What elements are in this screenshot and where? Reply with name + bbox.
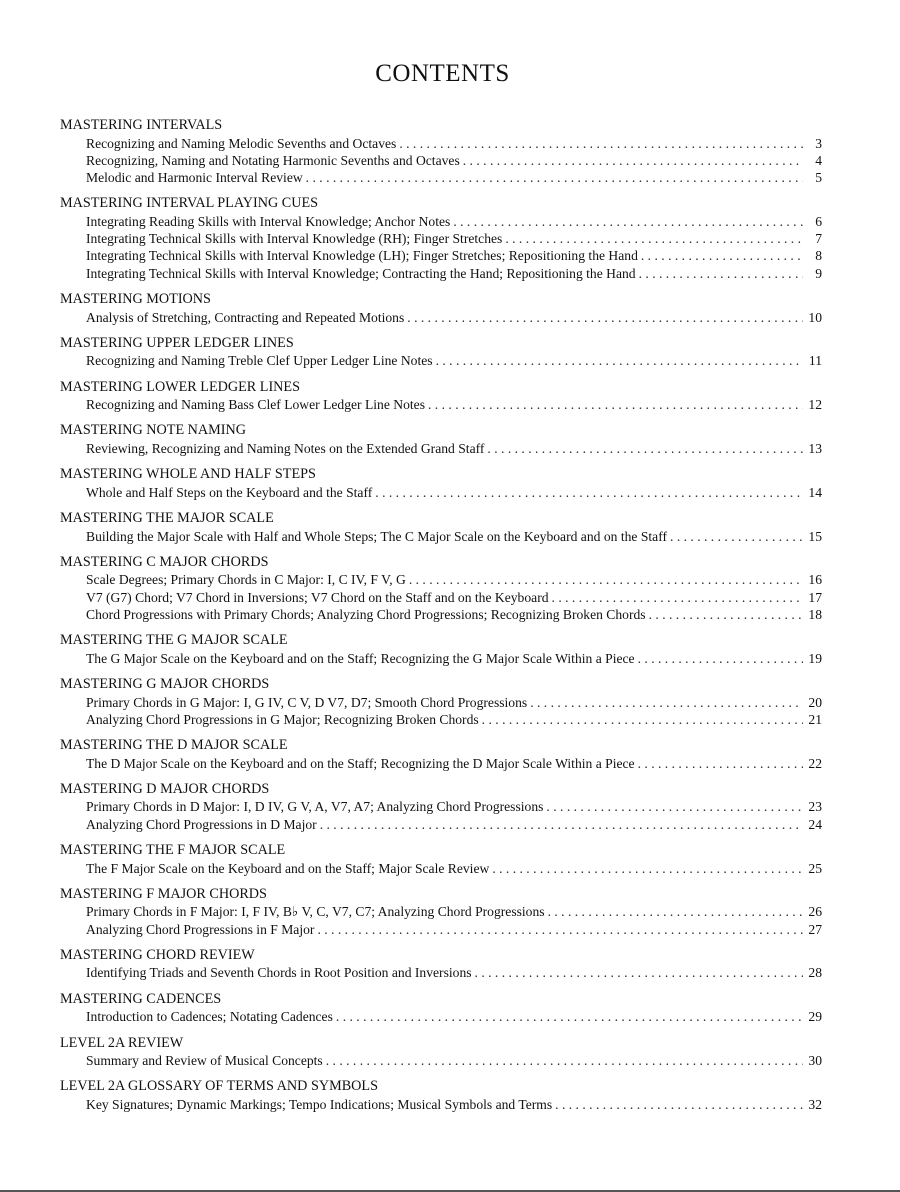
dot-leader [428,396,803,413]
entry-title: Summary and Review of Musical Concepts [86,1053,323,1069]
dot-leader [336,1008,803,1025]
entry-title: Primary Chords in D Major: I, D IV, G V, A, V7, A7; Analyzing Chord Progressions [86,799,544,815]
entry-title: Recognizing and Naming Melodic Sevenths and Octaves [86,135,397,151]
page-number: 16 [808,572,822,588]
entry-title: The D Major Scale on the Keyboard and on the Staff; Recognizing the D Major Scale Within a Piece [86,755,635,771]
dot-leader [505,230,803,247]
toc-section [60,554,822,623]
toc-section [60,1078,822,1113]
page-number: 19 [808,650,822,666]
toc-entry [60,694,822,711]
toc-entry [60,571,822,588]
page-number: 8 [815,248,822,264]
entry-title: Chord Progressions with Primary Chords; Analyzing Chord Progressions; Recognizing Broken Chords [86,606,646,622]
page-number: 12 [808,397,822,413]
toc-section [60,510,822,545]
page-number: 26 [808,904,822,920]
entry-title: Analyzing Chord Progressions in G Major; Recognizing Broken Chords [86,711,479,727]
toc-entry [60,247,822,264]
dot-leader [306,169,803,186]
toc-section [60,466,822,501]
entry-title: Introduction to Cadences; Notating Cadences [86,1009,333,1025]
page-number: 18 [808,606,822,622]
dot-leader [548,903,803,920]
section-heading: MASTERING THE F MAJOR SCALE [60,842,286,859]
page-number: 10 [808,309,822,325]
page-number: 32 [808,1096,822,1112]
entry-title: Analysis of Stretching, Contracting and Repeated Motions [86,309,405,325]
page-number: 9 [815,265,822,281]
toc-entry [60,650,822,667]
dot-leader [492,860,803,877]
toc-section [60,947,822,982]
toc-section [60,195,822,282]
toc-entry [60,528,822,545]
entry-title: Analyzing Chord Progressions in D Major [86,816,317,832]
dot-leader [436,352,803,369]
toc-entry [60,711,822,728]
toc-entry [60,860,822,877]
dot-leader [546,798,803,815]
dot-leader [399,135,803,152]
page-number: 25 [808,860,822,876]
toc-entry [60,903,822,920]
dot-leader [320,816,803,833]
page-number: 21 [808,711,822,727]
toc-section [60,737,822,772]
section-heading: MASTERING MOTIONS [60,291,211,308]
entry-title: Integrating Technical Skills with Interval Knowledge (LH); Finger Stretches; Repositioning the Hand [86,248,638,264]
dot-leader [638,755,803,772]
page-title: CONTENTS [375,60,510,87]
toc-section [60,781,822,833]
page-number: 22 [808,755,822,771]
page-number: 17 [808,589,822,605]
toc-entry [60,798,822,815]
dot-leader [530,694,803,711]
dot-leader [409,571,803,588]
entry-title: Integrating Technical Skills with Interval Knowledge; Contracting the Hand; Repositioning the Hand [86,265,636,281]
entry-title: Whole and Half Steps on the Keyboard and the Staff [86,484,373,500]
toc-entry [60,230,822,247]
dot-leader [453,213,803,230]
entry-title: Building the Major Scale with Half and Whole Steps; The C Major Scale on the Keyboard and on the Staff [86,528,668,544]
table-of-contents [60,117,822,1122]
dot-leader [555,1096,803,1113]
section-heading: MASTERING THE D MAJOR SCALE [60,737,288,754]
toc-entry [60,921,822,938]
dot-leader [317,921,803,938]
section-heading: MASTERING C MAJOR CHORDS [60,553,269,570]
dot-leader [482,711,803,728]
section-heading: MASTERING LOWER LEDGER LINES [60,378,300,395]
toc-entry [60,265,822,282]
section-heading: LEVEL 2A REVIEW [60,1034,184,1051]
section-heading: MASTERING G MAJOR CHORDS [60,676,270,693]
dot-leader [487,440,803,457]
toc-entry [60,396,822,413]
page-number: 7 [815,231,822,247]
entry-title: Recognizing and Naming Treble Clef Upper Ledger Line Notes [86,353,433,369]
dot-leader [326,1052,803,1069]
toc-entry [60,440,822,457]
dot-leader [463,152,803,169]
entry-title: Recognizing and Naming Bass Clef Lower Ledger Line Notes [86,397,425,413]
section-heading: MASTERING NOTE NAMING [60,422,247,439]
section-heading: MASTERING INTERVALS [60,117,223,133]
dot-leader [638,650,803,667]
entry-title: The G Major Scale on the Keyboard and on the Staff; Recognizing the G Major Scale Within a Piece [86,650,635,666]
section-heading: LEVEL 2A GLOSSARY OF TERMS AND SYMBOLS [60,1078,378,1095]
page-number: 20 [808,694,822,710]
section-heading: MASTERING CHORD REVIEW [60,946,255,963]
toc-section [60,291,822,326]
page-number: 3 [815,135,822,151]
dot-leader [649,606,803,623]
entry-title: Integrating Reading Skills with Interval Knowledge; Anchor Notes [86,213,451,229]
page-number: 14 [808,484,822,500]
toc-section [60,422,822,457]
entry-title: Primary Chords in F Major: I, F IV, B♭ V, C, V7, C7; Analyzing Chord Progressions [86,904,545,920]
page-number: 5 [815,170,822,186]
toc-entry [60,1008,822,1025]
entry-title: Recognizing, Naming and Notating Harmonic Sevenths and Octaves [86,152,460,168]
section-heading: MASTERING INTERVAL PLAYING CUES [60,195,319,212]
section-heading: MASTERING CADENCES [60,990,222,1007]
dot-leader [407,309,803,326]
toc-section [60,335,822,370]
toc-entry [60,816,822,833]
toc-entry [60,964,822,981]
toc-entry [60,309,822,326]
page-number: 4 [815,152,822,168]
toc-section [60,991,822,1026]
section-heading: MASTERING THE G MAJOR SCALE [60,632,288,649]
toc-entry [60,213,822,230]
toc-section [60,842,822,877]
entry-title: Scale Degrees; Primary Chords in C Major: I, C IV, F V, G [86,572,406,588]
toc-entry [60,152,822,169]
toc-section [60,676,822,728]
page-number: 30 [808,1053,822,1069]
toc-section [60,1035,822,1070]
toc-entry [60,606,822,623]
toc-entry [60,755,822,772]
section-heading: MASTERING D MAJOR CHORDS [60,780,270,797]
page-number: 6 [815,213,822,229]
dot-leader [639,265,803,282]
entry-title: Key Signatures; Dynamic Markings; Tempo Indications; Musical Symbols and Terms [86,1096,553,1112]
page-number: 27 [808,921,822,937]
dot-leader [670,528,803,545]
entry-title: Analyzing Chord Progressions in F Major [86,921,315,937]
entry-title: The F Major Scale on the Keyboard and on the Staff; Major Scale Review [86,860,490,876]
toc-section [60,632,822,667]
section-heading: MASTERING WHOLE AND HALF STEPS [60,466,316,483]
page-number: 15 [808,528,822,544]
section-heading: MASTERING F MAJOR CHORDS [60,885,267,902]
section-heading: MASTERING UPPER LEDGER LINES [60,334,294,351]
toc-entry [60,1052,822,1069]
page-number: 24 [808,816,822,832]
toc-entry [60,135,822,152]
entry-title: Primary Chords in G Major: I, G IV, C V, D V7, D7; Smooth Chord Progressions [86,694,528,710]
entry-title: Reviewing, Recognizing and Naming Notes on the Extended Grand Staff [86,440,485,456]
dot-leader [475,964,803,981]
toc-section [60,886,822,938]
toc-entry [60,352,822,369]
toc-section [60,117,822,186]
page-number: 23 [808,799,822,815]
dot-leader [552,589,803,606]
section-heading: MASTERING THE MAJOR SCALE [60,510,274,527]
toc-entry [60,169,822,186]
page-number: 28 [808,965,822,981]
page-number: 11 [808,353,822,369]
dot-leader [375,484,803,501]
toc-entry [60,1096,822,1113]
toc-entry [60,484,822,501]
dot-leader [641,247,803,264]
toc-entry [60,589,822,606]
toc-section [60,379,822,414]
entry-title: Identifying Triads and Seventh Chords in Root Position and Inversions [86,965,472,981]
entry-title: V7 (G7) Chord; V7 Chord in Inversions; V7 Chord on the Staff and on the Keyboard [86,589,549,605]
entry-title: Melodic and Harmonic Interval Review [86,170,303,186]
entry-title: Integrating Technical Skills with Interval Knowledge (RH); Finger Stretches [86,231,503,247]
page-number: 29 [808,1009,822,1025]
page-number: 13 [808,440,822,456]
